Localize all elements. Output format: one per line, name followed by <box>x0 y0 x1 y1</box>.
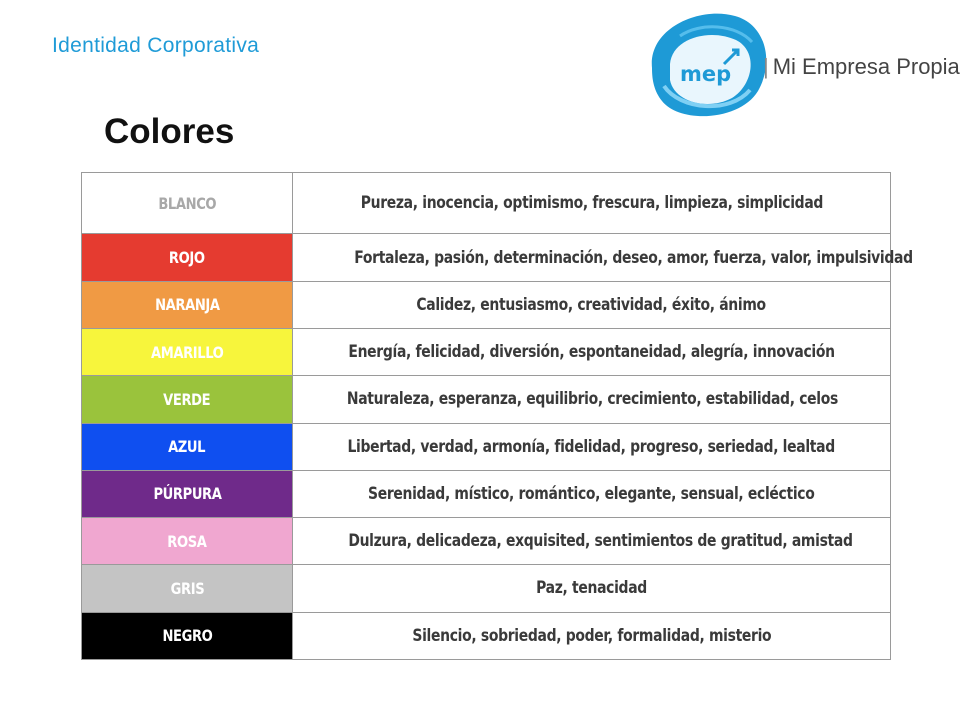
color-meaning-table <box>81 172 913 660</box>
table-row <box>82 376 891 423</box>
color-swatch-cell <box>82 423 293 470</box>
color-swatch-cell <box>82 612 293 659</box>
color-description-cell <box>293 281 891 328</box>
color-name: ROSA <box>167 531 207 551</box>
color-description: Libertad, verdad, armonía, fidelidad, progreso, seriedad, lealtad <box>347 436 836 457</box>
color-description-cell <box>293 423 891 470</box>
brand-name: | Mi Empresa Propia <box>763 54 960 79</box>
color-description-cell <box>293 612 891 659</box>
color-description-cell <box>293 518 891 565</box>
table-row <box>82 470 891 517</box>
color-description-cell <box>293 328 891 375</box>
color-swatch-cell <box>82 234 293 281</box>
section-subtitle: Identidad Corporativa <box>52 34 260 57</box>
color-description: Naturaleza, esperanza, equilibrio, crecimiento, estabilidad, celos <box>346 389 838 410</box>
color-description-cell <box>293 470 891 517</box>
color-description: Silencio, sobriedad, poder, formalidad, misterio <box>412 625 771 646</box>
page-title: Colores <box>104 112 235 151</box>
color-swatch-cell <box>82 173 293 234</box>
color-description-cell <box>293 565 891 612</box>
color-description: Calidez, entusiasmo, creatividad, éxito, ánimo <box>416 294 767 315</box>
color-name: BLANCO <box>158 193 216 213</box>
color-description: Pureza, inocencia, optimismo, frescura, limpieza, simplicidad <box>360 193 823 214</box>
table-row <box>82 423 891 470</box>
logo-mark-text: mep <box>680 62 732 86</box>
color-name: AZUL <box>168 437 206 457</box>
color-swatch-cell <box>82 565 293 612</box>
table-row <box>82 565 891 612</box>
table-row <box>82 281 891 328</box>
color-name: NEGRO <box>162 626 212 646</box>
color-swatch-cell <box>82 470 293 517</box>
color-name: VERDE <box>163 389 211 409</box>
color-name: PÚRPURA <box>152 484 222 504</box>
color-name: NARANJA <box>154 295 220 315</box>
color-description-cell <box>293 376 891 423</box>
color-swatch-cell <box>82 281 293 328</box>
color-name: GRIS <box>170 578 204 598</box>
color-name: ROJO <box>169 248 205 268</box>
color-description: Dulzura, delicadeza, exquisited, sentimientos de gratitud, amistad <box>348 531 853 552</box>
color-swatch-cell <box>82 518 293 565</box>
color-description-cell <box>293 173 891 234</box>
color-swatch-cell <box>82 376 293 423</box>
color-description-cell <box>293 234 913 281</box>
table-row <box>82 173 891 234</box>
brand-name-label: Mi Empresa Propia <box>772 54 960 79</box>
table-row <box>82 328 891 375</box>
color-description: Serenidad, místico, romántico, elegante, sensual, ecléctico <box>368 483 815 504</box>
color-description: Energía, felicidad, diversión, espontaneidad, alegría, innovación <box>348 342 835 363</box>
color-swatch-cell <box>82 328 293 375</box>
table-row <box>82 234 891 281</box>
color-description: Fortaleza, pasión, determinación, deseo, amor, fuerza, valor, impulsividad <box>354 247 913 268</box>
color-description: Paz, tenacidad <box>536 578 647 599</box>
table-row <box>82 518 891 565</box>
table-row <box>82 612 891 659</box>
color-name: AMARILLO <box>150 342 224 362</box>
